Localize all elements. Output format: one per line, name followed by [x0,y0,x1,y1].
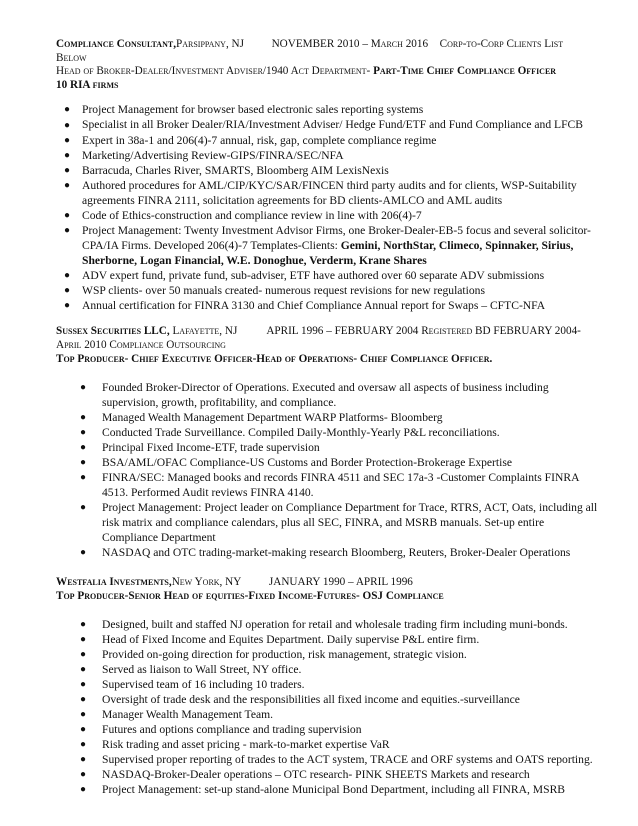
bullet-icon: ● [80,694,87,706]
bullet-icon: ● [64,300,71,312]
job1-location: Parsippany, NJ [176,38,244,50]
job1-dates-a: NOVEMBER 2010 – [271,38,371,50]
job2-dates: APRIL 1996 – FEBRUARY 2004 [266,325,419,338]
list-item: ● Risk trading and asset pricing - mark-to-market expertise VaR [80,738,390,752]
job1-below: Below [56,51,87,64]
bullet-icon: ● [64,210,71,222]
list-item: ● NASDAQ and OTC trading-market-making research Bloomberg, Reuters, Broker-Dealer Operations [80,546,571,560]
bullet-icon: ● [80,784,87,796]
list-item: ● NASDAQ-Broker-Dealer operations – OTC research- PINK SHEETS Markets and research [80,768,530,782]
list-item: ● Principal Fixed Income-ETF, trade supervision [80,441,320,455]
list-item: ● Oversight of trade desk and the responsibilities all fixed income and equities.-surveillance [80,693,520,707]
job3-title: Top Producer-Senior Head of equities-Fixed Income-Futures- OSJ Compliance [56,589,444,602]
bullet-icon: ● [80,472,87,484]
bullet-icon: ● [80,769,87,781]
job3-company: Westfalia Investments, [56,576,172,589]
bullet-icon: ● [80,634,87,646]
bullet-icon: ● [64,165,71,177]
bullet-icon: ● [80,664,87,676]
job1-dept-a: Head of Broker-Dealer/Investment Adviser/1940 Act Department- [56,65,374,78]
bullet-icon: ● [80,547,87,559]
bullet-icon: ● [80,649,87,661]
job2-location: Lafayette, NJ [172,325,238,338]
job1-dept-c: 10 RIA firms [56,78,119,91]
job1-bullets [56,102,598,313]
job3-header [56,576,598,590]
bullet-icon: ● [80,502,87,514]
bullet-icon: ● [64,180,71,192]
bullet-icon: ● [80,382,87,394]
bullet-icon: ● [64,150,71,162]
bullet-icon: ● [64,135,71,147]
list-item: ● Specialist in all Broker Dealer/RIA/Investment Adviser/ Hedge Fund/ETF and Fund Compliance and LFCB [64,118,584,132]
list-item: ● Code of Ethics-construction and compliance review in line with 206(4)-7 [64,209,422,223]
job2-company: Sussex Securities LLC, [56,325,170,338]
list-item: ● WSP clients- over 50 manuals created- numerous request revisions for new regulations [64,284,485,298]
job2-role-c: April 2010 Compliance Outsourcing [56,338,226,351]
bullet-icon: ● [80,679,87,691]
bullet-icon: ● [80,442,87,454]
list-item: ● Managed Wealth Management Department WARP Platforms- Bloomberg [80,411,443,425]
bullet-icon: ● [80,739,87,751]
job1-header [56,38,598,52]
list-item: ● Founded Broker-Director of Operations. Executed and oversaw all aspects of business including supervision, growth, profitability, and compliance. [80,381,549,410]
bullet-icon: ● [80,457,87,469]
list-item: ● Barracuda, Charles River, SMARTS, Bloomberg AIM LexisNexis [64,164,389,178]
bullet-icon: ● [80,754,87,766]
list-item: ● Project Management: set-up stand-alone Municipal Bond Department, including all FINRA, MSRB [80,783,566,797]
bullet-icon: ● [64,120,71,132]
list-item: ● FINRA/SEC: Managed books and records FINRA 4511 and SEC 17a-3 -Customer Complaints FINRA 4513. Performed Audit reviews FINRA 4140. [80,471,579,500]
bullet-icon: ● [80,724,87,736]
job2-role-a: Registered BD [421,325,491,338]
job1-clients-bold: Gemini, NorthStar, Climeco, Spinnaker, Sirius, Sherborne, Logan Financial, W.E. Donoghue, Verderm, Krane Shares [82,239,574,268]
list-item: ● Futures and options compliance and trading supervision [80,723,362,737]
job2-title: Top Producer- Chief Executive Officer-Head of Operations- Chief Compliance Officer. [56,352,493,365]
job1-dates-b: March 2016 [370,38,429,50]
bullet-icon: ● [80,709,87,721]
job3-bullets [56,617,598,797]
list-item: ● Authored procedures for AML/CIP/KYC/SAR/FINCEN third party audits and for clients, WSP-Suitability agreements FINRA 2111, solicitation agreements for BD clients-AMLCO and AML audits [64,179,577,208]
job2-bullets [56,380,598,560]
job1-clients: Corp-to-Corp Clients List [439,38,564,50]
list-item: ● Project Management: Twenty Investment Advisor Firms, one Broker-Dealer-EB-5 focus and several solicitor-CPA/IA Firms. Developed 206(4)-7 Templates-Clients: Gemini, NorthStar, Climeco, Spinnaker, Sirius, Sherborne, Logan Financial, W.E. Donoghue, Verderm, Krane Shares [64,224,591,268]
list-item: ● Provided on-going direction for production, risk management, strategic vision. [80,648,467,662]
job1-title: Compliance Consultant, [56,38,176,50]
list-item: ● Manager Wealth Management Team. [80,708,274,722]
list-item: ● Head of Fixed Income and Equites Department. Daily supervise P&L entire firm. [80,633,480,647]
list-item: ● Marketing/Advertising Review-GIPS/FINRA/SEC/NFA [64,149,344,163]
job1-dept [56,65,598,79]
list-item: ● Conducted Trade Surveillance. Compiled Daily-Monthly-Yearly P&L reconciliations. [80,426,500,440]
job3-location: New York, NY [171,576,242,589]
bullet-icon: ● [80,427,87,439]
bullet-icon: ● [64,104,71,116]
bullet-icon: ● [64,285,71,297]
bullet-icon: ● [80,619,87,631]
bullet-icon: ● [64,225,71,237]
list-item: ● Supervised proper reporting of trades to the ACT system, TRACE and ORF systems and OATS reporting. [80,753,593,767]
list-item: ● Supervised team of 16 including 10 traders. [80,678,305,692]
list-item: ● Project Management: Project leader on Compliance Department for Trace, RTRS, ACT, Oats, including all risk matrix and compliance calendars, plus all SEC, FINRA, and MSRB manuals. Set-up entire Compliance Department [80,501,598,545]
list-item: ● Expert in 38a-1 and 206(4)-7 annual, risk, gap, complete compliance regime [64,134,437,148]
job1-dept-b: Part-Time Chief Compliance Officer [373,65,557,78]
list-item: ● Served as liaison to Wall Street, NY office. [80,663,302,677]
list-item: ● ADV expert fund, private fund, sub-adviser, ETF have authored over 60 separate ADV submissions [64,269,545,283]
bullet-icon: ● [64,270,71,282]
list-item: ● Designed, built and staffed NJ operation for retail and wholesale trading firm including muni-bonds. [80,618,568,632]
list-item: ● Project Management for browser based electronic sales reporting systems [64,103,424,117]
job3-dates: JANUARY 1990 – APRIL 1996 [268,576,413,589]
job2-role-b: FEBRUARY 2004- [490,325,581,338]
job2-header [56,325,598,339]
list-item: ● Annual certification for FINRA 3130 and Chief Compliance Annual report for Swaps – CFTC-NFA [64,299,546,313]
bullet-icon: ● [80,412,87,424]
list-item: ● BSA/AML/OFAC Compliance-US Customs and Border Protection-Brokerage Expertise [80,456,513,470]
